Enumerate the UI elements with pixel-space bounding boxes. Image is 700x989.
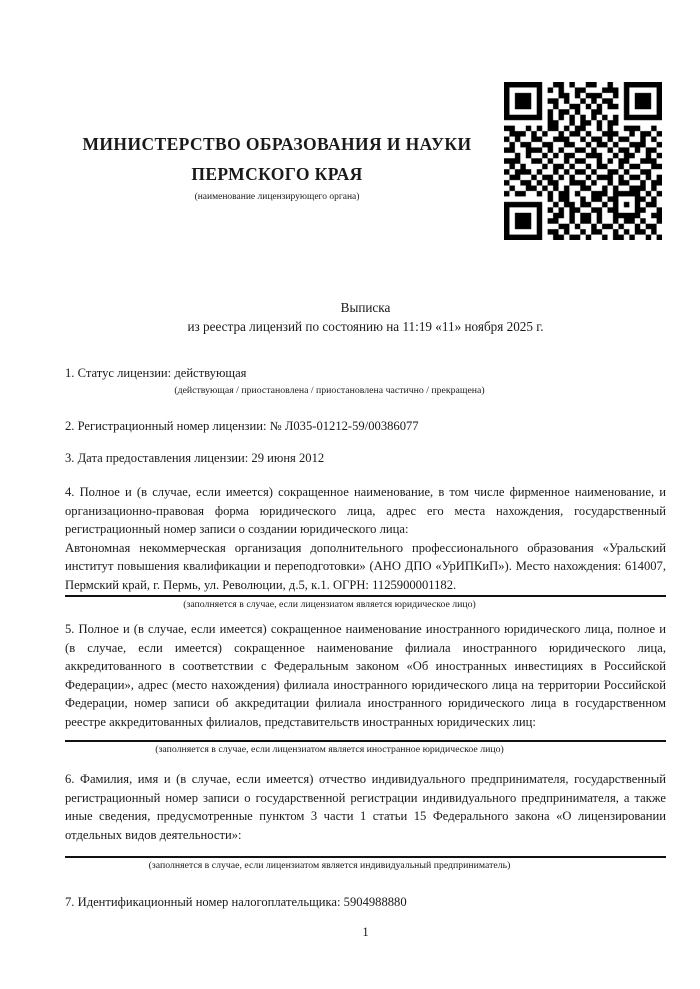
taxpayer-number-text: 7. Идентификационный номер налогоплательщика: 5904988880 [65,895,407,909]
individual-entrepreneur-note: (заполняется в случае, если лицензиатом является индивидуальный предприниматель) [148,860,511,872]
grant-date-text: 3. Дата предоставления лицензии: 29 июня 2012 [65,451,325,465]
title-line1: Выписка [340,300,391,315]
legal-entity-clause: 4. Полное и (в случае, если имеется) сокращенное наименование, в том числе фирменное наименование, и организационно-правовая форма юридического лица, адрес его места нахождения, государственный регистрационный номер записи о создании юридического лица: [65,485,666,537]
individual-entrepreneur-underline [65,856,666,858]
spacer [65,844,666,856]
legal-entity-note: (заполняется в случае, если лицензиатом является юридическое лицо) [183,598,476,610]
item-grant-date [65,449,666,468]
item-individual-entrepreneur [65,770,666,872]
item-legal-entity [65,483,666,611]
title-line2: из реестра лицензий по состоянию на 11:19 «11» ноября 2025 г. [187,318,544,334]
qr-code-image [504,82,662,240]
spacer [65,732,666,740]
foreign-entity-underline [65,740,666,742]
legal-entity-underline [65,595,666,597]
foreign-entity-clause: 5. Полное и (в случае, если имеется) сокращенное наименование иностранного юридического лица, полное и (в случае, если имеется) сокращенное наименование филиала иностранного юридического лица, аккредитованного в соответствии с Федеральным законом «Об иностранных инвестициях в Российской Федерации», адрес (место нахождения) филиала иностранного юридического лица на территории Российской Федерации, номер записи об аккредитации филиала иностранного юридического лица в государственном реестре аккредитованных филиалов, представительств иностранных юридических лиц: [65,622,666,729]
foreign-entity-note: (заполняется в случае, если лицензиатом является иностранное юридическое лицо) [155,743,504,755]
license-status-text: 1. Статус лицензии: действующая [65,366,247,380]
document-title [65,299,666,336]
registration-number-text: 2. Регистрационный номер лицензии: № Л035-01212-59/00386077 [65,419,419,433]
item-foreign-entity [65,620,666,756]
ministry-name-line1: МИНИСТЕРСТВО ОБРАЗОВАНИЯ И НАУКИ [82,134,472,154]
qr-code [504,82,662,240]
ministry-name-line2: ПЕРМСКОГО КРАЯ [191,164,363,184]
item-registration-number [65,417,666,436]
item-license-status [65,364,666,397]
item-taxpayer-number [65,893,666,912]
license-status-note: (действующая / приостановлена / приостановлена частично / прекращена) [174,384,485,396]
individual-entrepreneur-clause: 6. Фамилия, имя и (в случае, если имеется) отчество индивидуального предпринимателя, государственный регистрационный номер записи о государственной регистрации индивидуального предпринимателя, а также иные сведения, предусмотренные пунктом 3 части 1 статьи 15 Федерального закона «О лицензировании отдельных видов деятельности»: [65,772,666,842]
document-header [65,129,489,202]
page-number: 1 [362,925,369,939]
licensing-authority-caption: (наименование лицензирующего органа) [194,192,360,202]
legal-entity-value: Автономная некоммерческая организация дополнительного профессионального образования «Уральский институт повышения квалификации и переподготовки» (АНО ДПО «УрИПКиП»). Место нахождения: 614007, Пермский край, г. Пермь, ул. Революции, д.5, к.1. ОГРН: 1125900001182. [65,540,666,592]
